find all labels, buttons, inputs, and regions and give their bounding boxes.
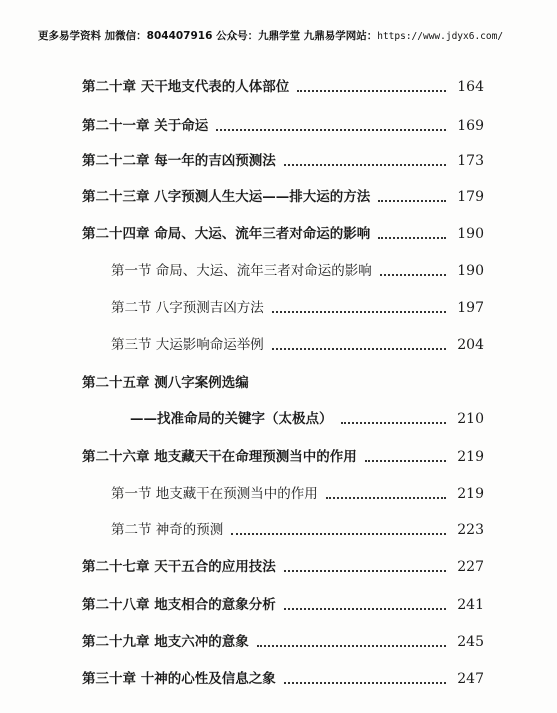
toc-entry <box>111 334 484 356</box>
leader-dots <box>231 533 446 535</box>
toc-entry-page: 219 <box>457 486 484 502</box>
toc-entry-label: 第二十八章 地支相合的意象分析 <box>82 597 276 613</box>
leader-dots <box>378 237 446 239</box>
leader-dots <box>284 164 446 166</box>
leader-dots <box>216 129 446 131</box>
toc-entry <box>111 483 484 505</box>
leader-dots <box>326 497 446 499</box>
toc-entry-label: 第二十六章 地支藏天干在命理预测当中的作用 <box>82 449 357 465</box>
leader-dots <box>284 570 446 572</box>
toc-entry-page: 227 <box>457 559 484 575</box>
toc-entry-label: 第二十一章 关于命运 <box>82 118 209 134</box>
toc-entry <box>82 372 484 394</box>
toc-entry <box>82 446 484 468</box>
toc-entry <box>111 260 484 282</box>
toc-entry-label: 第二十七章 天干五合的应用技法 <box>82 559 276 575</box>
toc-entry <box>82 668 484 690</box>
toc-entry-label: 第二节 神奇的预测 <box>111 522 224 538</box>
toc-entry <box>82 631 484 653</box>
toc-entry <box>111 297 484 319</box>
toc-entry-label: 第二节 八字预测吉凶方法 <box>111 300 264 316</box>
toc-entry-page: 223 <box>457 522 484 538</box>
toc-entry <box>82 186 484 208</box>
toc-entry-page: 219 <box>457 449 484 465</box>
toc-entry-page: 247 <box>457 671 484 687</box>
toc-entry-page: 173 <box>457 153 484 169</box>
toc-entry <box>82 556 484 578</box>
leader-dots <box>284 682 446 684</box>
toc-entry <box>82 223 484 245</box>
toc-entry-page: 190 <box>457 226 484 242</box>
toc-entry-page: 169 <box>457 118 484 134</box>
header-url: https://www.jdyx6.com/ <box>377 31 504 42</box>
toc-entry-page: 190 <box>457 263 484 279</box>
toc-entry-label: 第一节 地支藏干在预测当中的作用 <box>111 486 318 502</box>
toc-entry-label: 第一节 命局、大运、流年三者对命运的影响 <box>111 263 372 279</box>
toc-entry-page: 179 <box>457 189 484 205</box>
toc-entry-label: 第二十四章 命局、大运、流年三者对命运的影响 <box>82 226 371 242</box>
toc-entry-page: 241 <box>457 597 484 613</box>
toc-entry <box>82 150 484 172</box>
leader-dots <box>341 422 447 424</box>
leader-dots <box>380 274 446 276</box>
toc-entry-label: 第二十章 天干地支代表的人体部位 <box>82 79 290 95</box>
leader-dots <box>257 645 446 647</box>
leader-dots <box>272 311 446 313</box>
leader-dots <box>297 90 446 92</box>
toc-entry-label: ——找准命局的关键字（太极点） <box>130 411 333 427</box>
toc-entry-continuation <box>130 408 484 430</box>
toc-entry <box>82 594 484 616</box>
toc-entry-label: 第二十五章 测八字案例选编 <box>82 375 249 391</box>
toc-entry <box>111 519 484 541</box>
toc-entry-page: 210 <box>457 411 484 427</box>
toc-entry-page: 245 <box>457 634 484 650</box>
leader-dots <box>378 200 446 202</box>
toc-entry-page: 197 <box>457 300 484 316</box>
toc-entry-label: 第二十二章 每一年的吉凶预测法 <box>82 153 276 169</box>
toc-entry-label: 第二十九章 地支六冲的意象 <box>82 634 249 650</box>
toc-entry-label: 第二十三章 八字预测人生大运——排大运的方法 <box>82 189 371 205</box>
toc-entry <box>82 115 484 137</box>
header-text: 更多易学资料 加微信：804407916 公众号：九鼎学堂 九鼎易学网站： <box>38 30 378 42</box>
toc-entry-page: 164 <box>457 79 484 95</box>
leader-dots <box>284 608 446 610</box>
toc-entry-page: 204 <box>457 337 484 353</box>
toc-entry <box>82 76 484 98</box>
toc-entry-label: 第三十章 十神的心性及信息之象 <box>82 671 276 687</box>
toc-entry-label: 第三节 大运影响命运举例 <box>111 337 264 353</box>
leader-dots <box>272 348 446 350</box>
leader-dots <box>365 460 446 462</box>
